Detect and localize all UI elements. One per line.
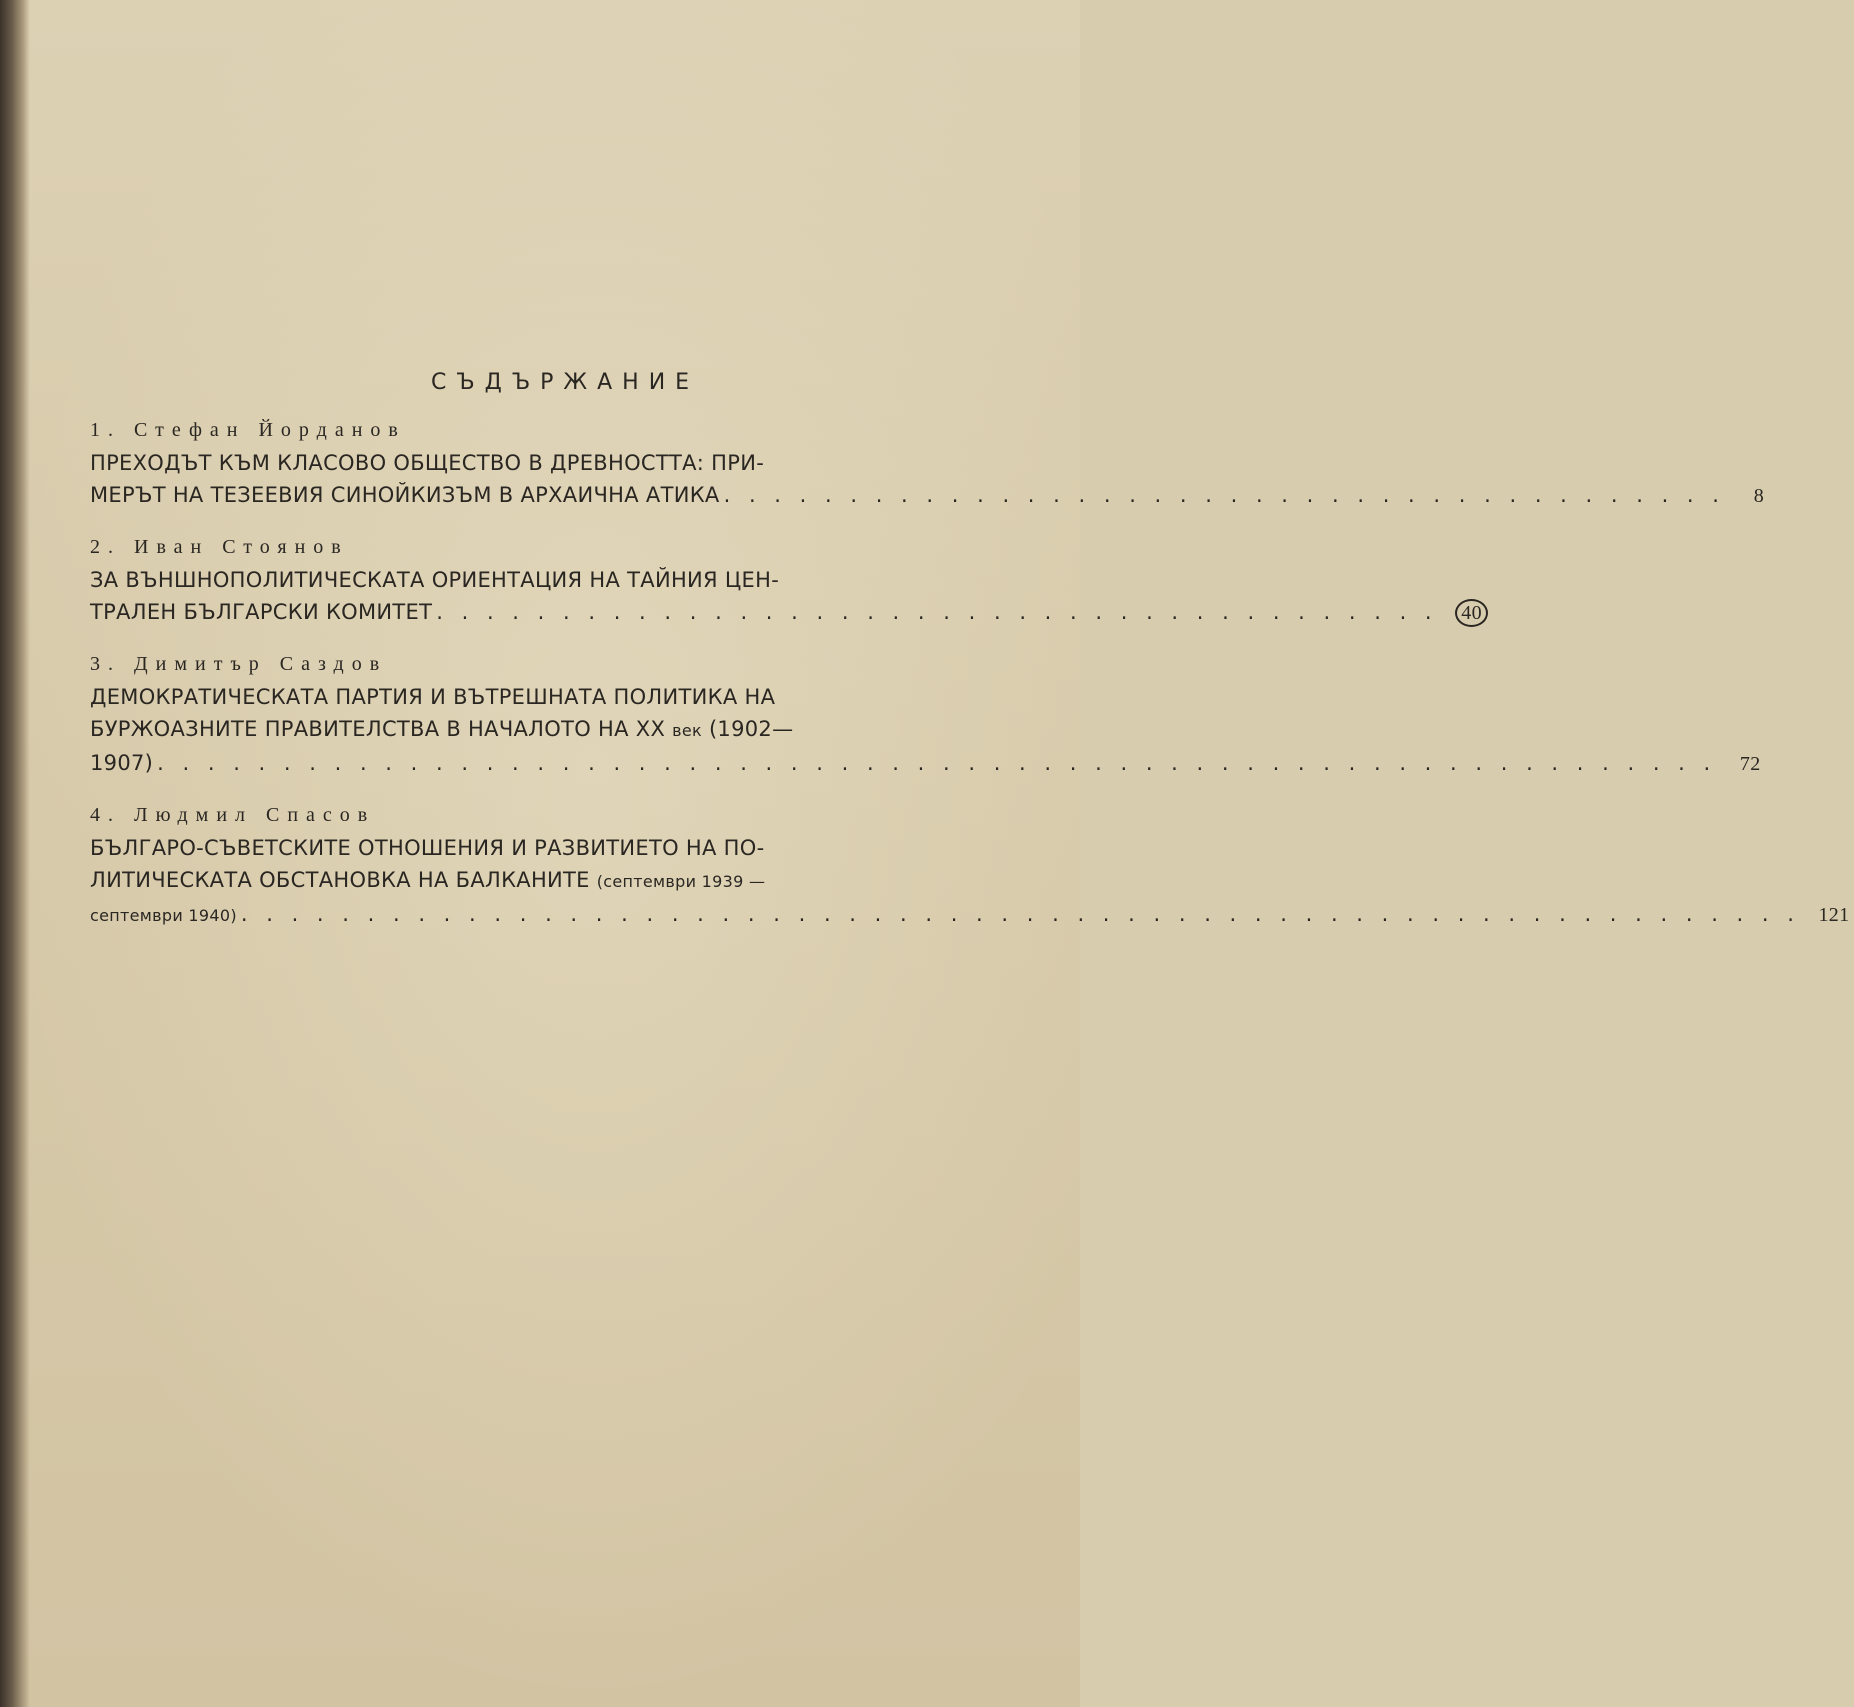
entry-title-small-text: (септември 1939 — (596, 872, 766, 891)
entry-title-line (90, 713, 1010, 747)
author-name: Димитър Саздов (134, 653, 388, 675)
entry-title-line: ЗА ВЪНШНОПОЛИТИЧЕСКАТА ОРИЕНТАЦИЯ НА ТАЙНИЯ ЦЕН- (90, 568, 780, 592)
leader-dots: . . . . . . . . . . . . . . . . . . . . . . . . . . . . . . . . . . . . . . . . (723, 483, 1725, 507)
toc-entry-4 (90, 802, 1850, 932)
entry-title-last-line (90, 479, 1765, 512)
page-title: СЪДЪРЖАНИЕ (430, 370, 700, 395)
entry-title-text: септември 1940) (90, 906, 237, 925)
book-spine-shadow (0, 0, 30, 1707)
entry-title-line: ДЕМОКРАТИЧЕСКАТА ПАРТИЯ И ВЪТРЕШНАТА ПОЛИТИКА НА (90, 685, 776, 709)
author-name: Стефан Йорданов (134, 419, 406, 441)
entry-title-last-line (90, 898, 1850, 932)
entry-author (90, 534, 1010, 560)
page-number: 40 (1455, 599, 1488, 627)
leader-dots: . . . . . . . . . . . . . . . . . . . . . . . . . . . . . . . . . . . . . . . . . . . . . . . . . . . . . . . . . . . . . . (240, 902, 1800, 926)
entry-title-line (90, 864, 1010, 898)
toc-entry-2 (90, 534, 1482, 629)
entry-title-text: БУРЖОАЗНИТЕ ПРАВИТЕЛСТВА В НАЧАЛОТО НА XX (90, 717, 673, 741)
entry-number: 4. (90, 804, 121, 826)
toc-entry-1 (90, 417, 1765, 512)
page-number: 8 (1753, 485, 1765, 507)
toc-entry-3 (90, 651, 1761, 780)
entry-title-text: ЛИТИЧЕСКАТА ОБСТАНОВКА НА БАЛКАНИТЕ (90, 868, 597, 892)
entry-title-last-line (90, 747, 1761, 780)
leader-dots: . . . . . . . . . . . . . . . . . . . . . . . . . . . . . . . . . . . . . . . . (436, 600, 1438, 624)
entry-title-text: МЕРЪТ НА ТЕЗЕЕВИЯ СИНОЙКИЗЪМ В АРХАИЧНА АТИКА (90, 483, 720, 507)
entry-author (90, 417, 1010, 443)
leader-dots: . . . . . . . . . . . . . . . . . . . . . . . . . . . . . . . . . . . . . . . . . . . . . . . . . . . . . . . . . . . . . . (157, 751, 1717, 775)
entry-number: 2. (90, 536, 121, 558)
author-name: Иван Стоянов (134, 536, 349, 558)
entry-number: 3. (90, 653, 121, 675)
entry-title-text: ТРАЛЕН БЪЛГАРСКИ КОМИТЕТ (90, 600, 433, 624)
page-number: 72 (1739, 753, 1761, 775)
page-number-circled (1452, 597, 1492, 629)
entry-title-text: (1902— (701, 717, 794, 741)
entry-title-line: БЪЛГАРО-СЪВЕТСКИТЕ ОТНОШЕНИЯ И РАЗВИТИЕТО НА ПО- (90, 836, 765, 860)
entry-title-text: 1907) (90, 751, 154, 775)
entry-title-small-text: век (672, 721, 702, 740)
author-name: Людмил Спасов (134, 804, 376, 826)
entry-title-line: ПРЕХОДЪТ КЪМ КЛАСОВО ОБЩЕСТВО В ДРЕВНОСТТА: ПРИ- (90, 451, 765, 475)
entry-title-last-line (90, 596, 1482, 629)
entry-author (90, 802, 1010, 828)
page-number: 121 (1818, 904, 1850, 926)
entry-number: 1. (90, 419, 121, 441)
table-of-contents (90, 370, 1850, 954)
entry-author (90, 651, 1010, 677)
